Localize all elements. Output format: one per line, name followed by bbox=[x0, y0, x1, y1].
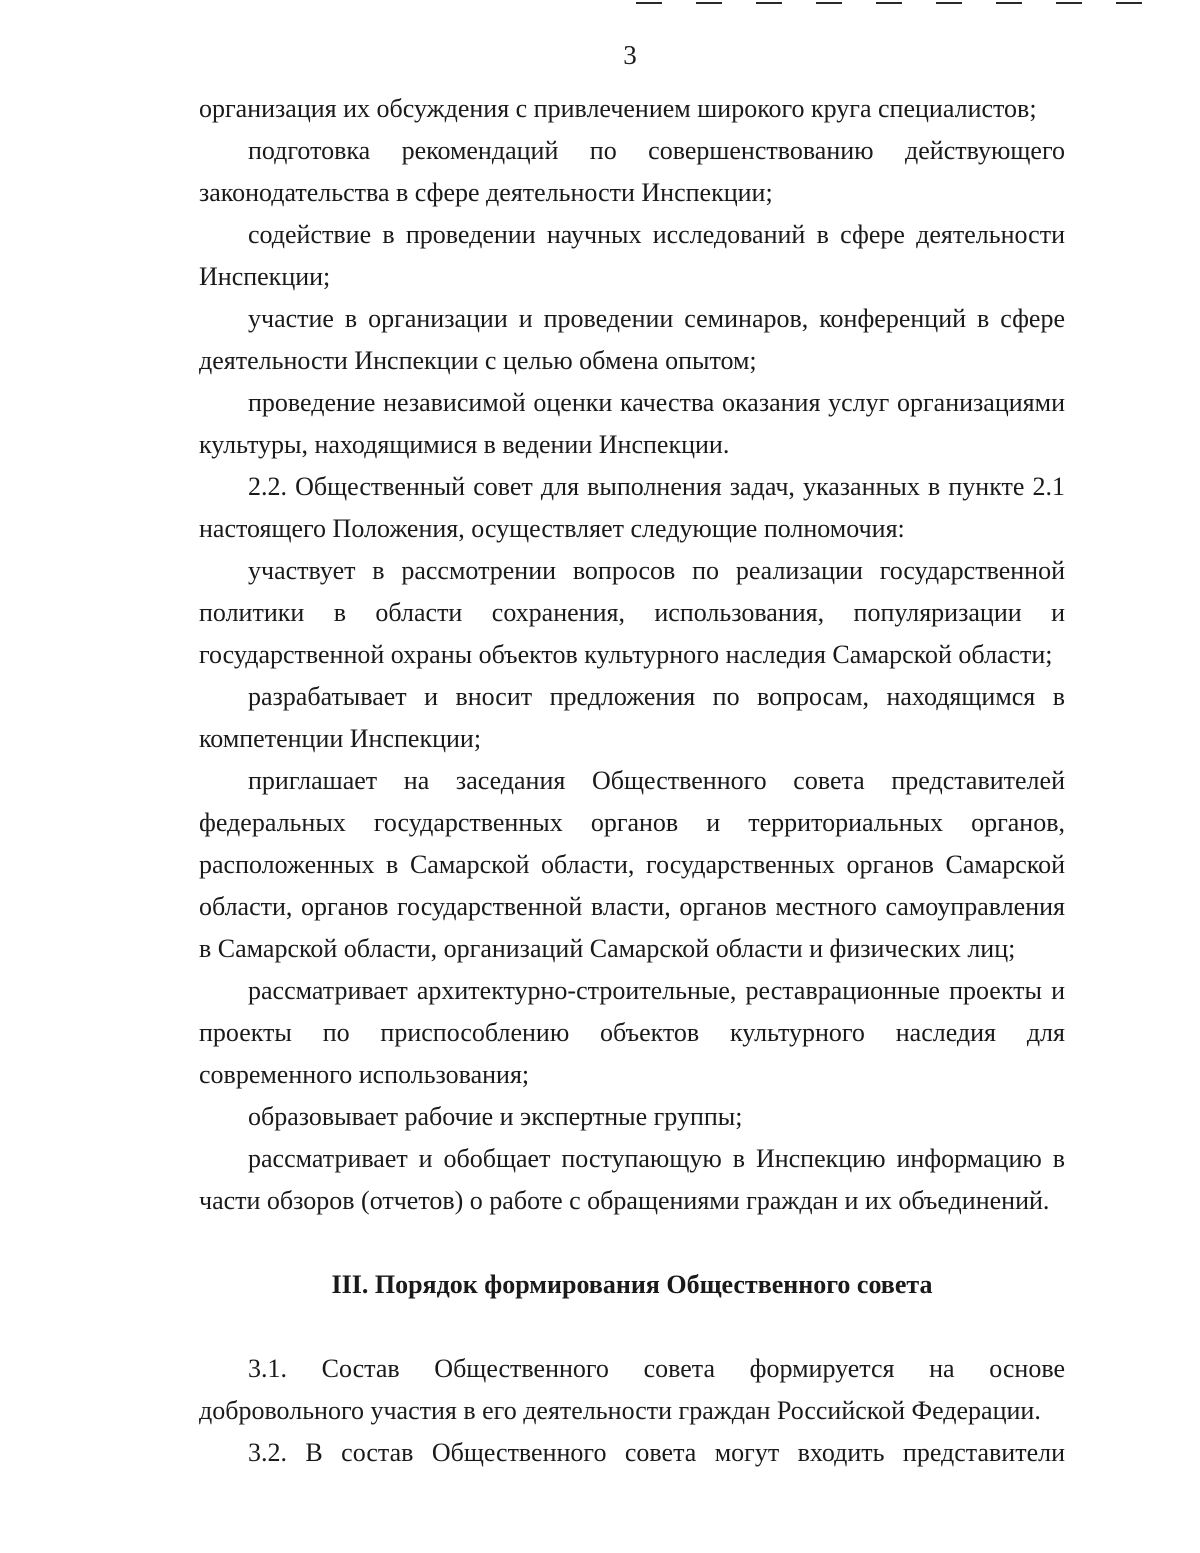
scan-mark bbox=[936, 2, 962, 4]
scan-mark bbox=[756, 2, 782, 4]
scan-mark bbox=[996, 2, 1022, 4]
paragraph: рассматривает и обобщает поступающую в Инспекцию информацию в части обзоров (отчетов) о работе с обращениями граждан и их объединений. bbox=[199, 1144, 1065, 1215]
paragraph: 2.2. Общественный совет для выполнения задач, указанных в пункте 2.1 настоящего Положения, осуществляет следующие полномочия: bbox=[199, 472, 1065, 543]
paragraph: 3.2. В состав Общественного совета могут входить представители bbox=[248, 1438, 1065, 1467]
paragraph: участвует в рассмотрении вопросов по реализации государственной политики в области сохранения, использования, популяризации и государственной охраны объектов культурного наследия Самарской области; bbox=[199, 556, 1065, 669]
scan-mark bbox=[816, 2, 842, 4]
paragraph: рассматривает архитектурно-строительные, реставрационные проекты и проекты по приспособлению объектов культурного наследия для современного использования; bbox=[199, 976, 1065, 1089]
paragraph: приглашает на заседания Общественного совета представителей федеральных государственных органов и территориальных органов, расположенных в Самарской области, государственных органов Самарской области, органов государственной власти, органов местного самоуправления в Самарской области, организаций Самарской области и физических лиц; bbox=[199, 766, 1065, 963]
scan-marks bbox=[0, 0, 1200, 10]
paragraph: подготовка рекомендаций по совершенствованию действующего законодательства в сфере деятельности Инспекции; bbox=[199, 136, 1065, 207]
scan-mark bbox=[876, 2, 902, 4]
paragraph: организация их обсуждения с привлечением широкого круга специалистов; bbox=[199, 94, 1037, 123]
paragraph: разрабатывает и вносит предложения по вопросам, находящимся в компетенции Инспекции; bbox=[199, 682, 1065, 753]
scan-mark bbox=[1056, 2, 1082, 4]
paragraph: участие в организации и проведении семинаров, конференций в сфере деятельности Инспекции с целью обмена опытом; bbox=[199, 304, 1065, 375]
scan-mark bbox=[636, 2, 662, 4]
section-heading: III. Порядок формирования Общественного совета bbox=[331, 1270, 933, 1299]
paragraph: проведение независимой оценки качества оказания услуг организациями культуры, находящимися в ведении Инспекции. bbox=[199, 388, 1065, 459]
scan-mark bbox=[1116, 2, 1142, 4]
scan-mark bbox=[696, 2, 722, 4]
document-body bbox=[199, 88, 1065, 1474]
paragraph: содействие в проведении научных исследований в сфере деятельности Инспекции; bbox=[199, 220, 1065, 291]
paragraph: 3.1. Состав Общественного совета формируется на основе добровольного участия в его деятельности граждан Российской Федерации. bbox=[199, 1354, 1065, 1425]
page-number: 3 bbox=[623, 40, 637, 70]
paragraph: образовывает рабочие и экспертные группы; bbox=[248, 1102, 743, 1131]
